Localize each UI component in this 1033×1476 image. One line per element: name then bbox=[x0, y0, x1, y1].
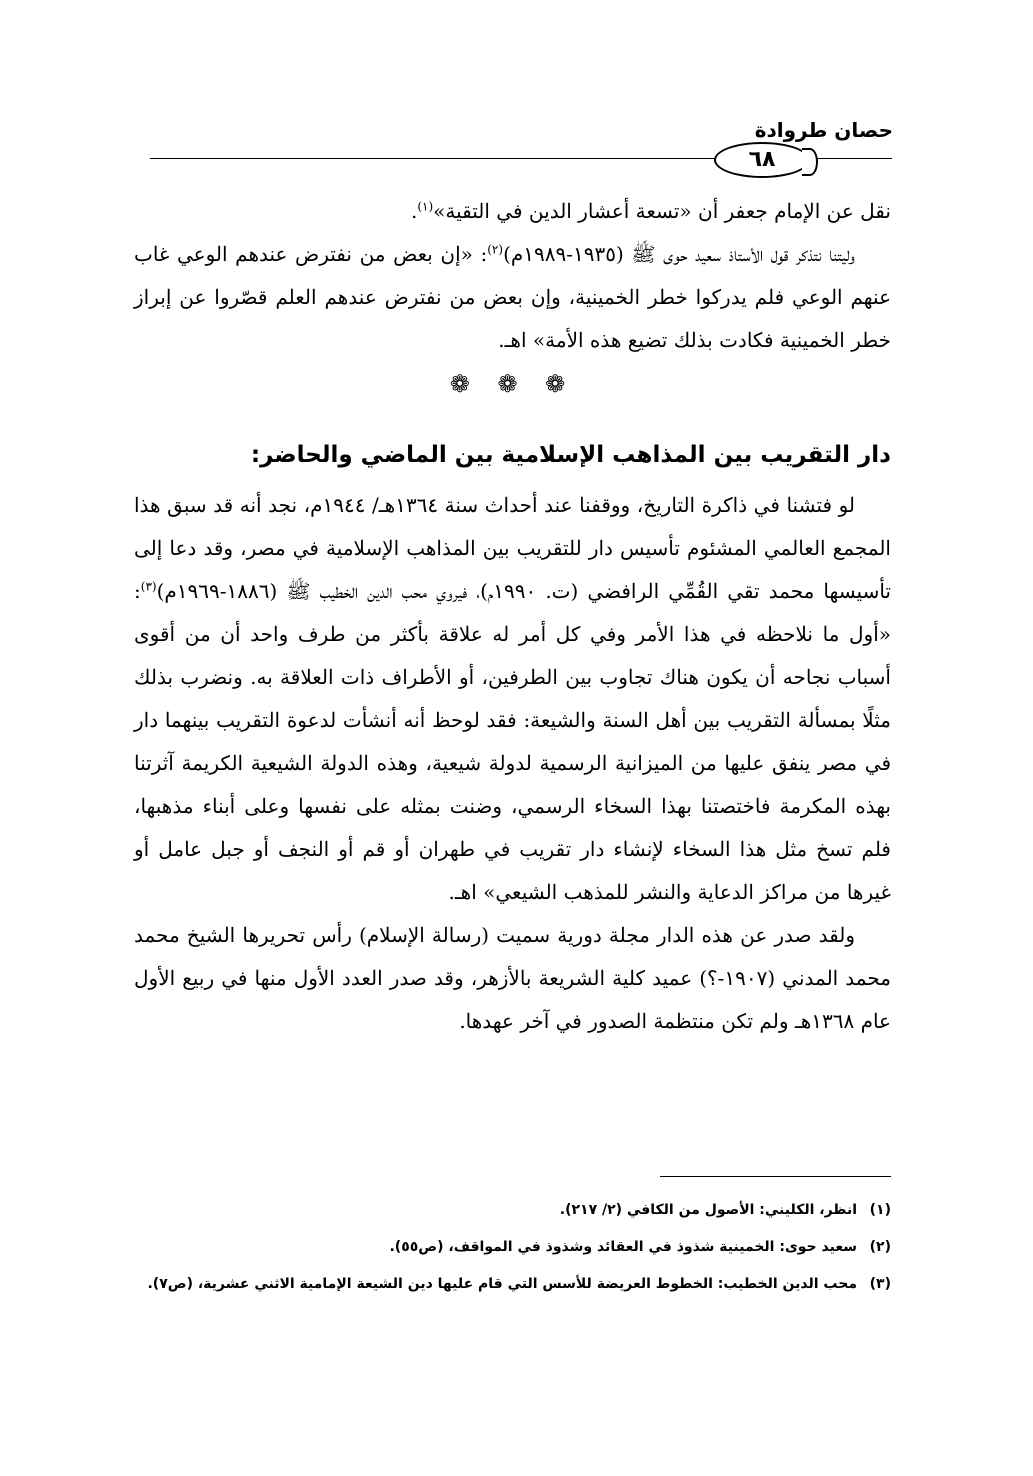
paragraph-1-text: نقل عن الإمام جعفر أن «تسعة أعشار الدين في التقية» bbox=[433, 199, 891, 223]
main-text bbox=[134, 190, 891, 1043]
running-header-title: حصان طروادة bbox=[754, 118, 893, 142]
paragraph-1 bbox=[134, 190, 891, 233]
section-heading: دار التقريب بين المذاهب الإسلامية بين الماضي والحاضر: bbox=[250, 442, 891, 468]
footnote-3-text: محب الدين الخطيب: الخطوط العريضة للأسس التي قام عليها دين الشيعة الإمامية الاثني عشرية، (ص٧). bbox=[147, 1276, 857, 1292]
footnote-2 bbox=[134, 1229, 891, 1266]
footnote-3-number: (٣) bbox=[869, 1276, 891, 1292]
footnote-ref-1: (١) bbox=[417, 199, 434, 214]
footnote-ref-3: (٣) bbox=[140, 579, 157, 594]
paragraph-4: ولقد صدر عن هذه الدار مجلة دورية سميت (رسالة الإسلام) رأس تحريرها الشيخ محمد محمد المدني (١٩٠٧-؟) عميد كلية الشريعة بالأزهر، وقد صدر العدد الأول منها في ربيع الأول عام ١٣٦٨هـ ولم تكن منتظمة الصدور في آخر عهدها. bbox=[134, 923, 891, 1033]
paragraph-2-start: وليتنا نتذكر قول الأستاذ سعيد حوى ﷺ (١٩٣٥-١٩٨٩م) bbox=[503, 242, 855, 266]
page-number: ٦٨ bbox=[714, 142, 810, 178]
footnote-ref-2: (٢) bbox=[487, 242, 504, 257]
ornament-divider: ❁ ❁ ❁ bbox=[449, 370, 576, 398]
paragraph-3 bbox=[134, 484, 891, 914]
footnote-rule bbox=[660, 1176, 891, 1177]
paragraph-2-end: : «إن بعض من نفترض عندهم الوعي غاب عنهم الوعي فلم يدركوا خطر الخمينية، وإن بعض من نفترض عندهم العلم قصّروا عن إبراز خطر الخمينية فكادت بذلك تضيع هذه الأمة» اهـ. bbox=[134, 242, 891, 352]
paragraph-3-start: لو فتشنا في ذاكرة التاريخ، ووقفنا عند أحداث سنة ١٣٦٤هـ/ ١٩٤٤م، نجد أنه قد سبق هذا المجمع العالمي المشئوم تأسيس دار للتقريب بين المذاهب الإسلامية في مصر، وقد دعا إلى تأسيسها محمد تقي القُمِّي الرافضي (ت. ١٩٩٠م)، فيروي محب الدين الخطيب ﷺ (١٨٨٦-١٩٦٩م) bbox=[134, 493, 891, 603]
footnote-2-number: (٢) bbox=[869, 1239, 891, 1255]
paragraph-2 bbox=[134, 233, 891, 362]
footnote-1-text: انظر، الكليني: الأصول من الكافي (٢/ ٢١٧). bbox=[559, 1202, 857, 1218]
paragraph-1-end: . bbox=[410, 199, 418, 223]
footnotes bbox=[134, 1192, 891, 1303]
footnote-1-number: (١) bbox=[869, 1202, 891, 1218]
paragraph-3-end: : «أول ما نلاحظه في هذا الأمر وفي كل أمر له علاقة بأكثر من طرف واحد أن من أقوى أسباب نجاحه أن يكون هناك تجاوب بين الطرفين، أو الأطراف ذات العلاقة به. ونضرب بذلك مثلًا بمسألة التقريب بين أهل السنة والشيعة: فقد لوحظ أنه أنشأت لدعوة التقريب بينهما دار في مصر ينفق عليها من الميزانية الرسمية لدولة شيعية، وهذه الدولة الشيعية الكريمة آثرتنا بهذه المكرمة فاختصتنا بهذا السخاء الرسمي، وضنت بمثله على نفسها وعلى أبناء مذهبها، فلم تسخ مثل هذا السخاء لإنشاء دار تقريب في طهران أو قم أو النجف أو جبل عامل أو غيرها من مراكز الدعاية والنشر للمذهب الشيعي» اهـ. bbox=[134, 579, 891, 904]
footnote-2-text: سعيد حوى: الخمينية شذوذ في العقائد وشذوذ في المواقف، (ص٥٥). bbox=[389, 1239, 857, 1255]
footnote-1 bbox=[134, 1192, 891, 1229]
footnote-3 bbox=[134, 1266, 891, 1303]
